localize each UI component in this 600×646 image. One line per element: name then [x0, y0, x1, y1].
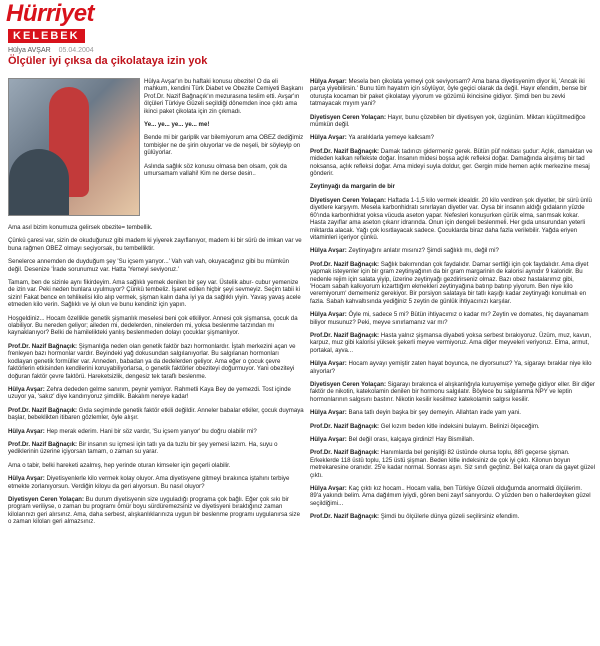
speaker-label: Prof.Dr. Nazif Bağnaçık: — [310, 422, 380, 430]
right-column — [310, 78, 595, 527]
paragraph-text: Öyle mi, sadece 5 mi? Bütün ihtiyacımız o kadar mı? Zeytin ve domates, hiç dayanamam biliyor musunuz? Peki, meyve sınırlamanız var mı? — [310, 311, 589, 326]
speaker-label: Hülya Avşar: — [310, 134, 347, 142]
article-paragraph — [8, 496, 304, 526]
speaker-label: Hülya Avşar: — [8, 385, 45, 393]
article-paragraph — [8, 428, 304, 435]
article-paragraph — [310, 332, 595, 354]
author-name: Hülya AVŞAR — [8, 47, 51, 54]
article-paragraph — [310, 449, 595, 479]
speaker-label: Hülya Avşar: — [310, 409, 347, 417]
speaker-label: Prof.Dr. Nazif Bağnaçık: — [8, 342, 78, 350]
brand-logo[interactable] — [6, 2, 94, 42]
paragraph-text: Gel kızım beden kitle indeksini bulayım. Belinizi ölçeceğim. — [379, 422, 540, 430]
paragraph-text: Bel değil orası, kalçaya girdiniz! Hay Bismillah. — [346, 436, 475, 444]
speaker-label: Diyetisyen Ceren Yolaçan: — [310, 196, 386, 204]
article-paragraph — [8, 258, 304, 273]
paragraph-text: Zehra dededen gelme sanırım, peynir yemiyor. Rahmetli Kaya Bey de yemezdi. Tost içinde uzuyor ya, 'sakız' diye kandırıyoruz şimdilik. Bakalım nereye kadar! — [8, 385, 291, 401]
section-name: KELEBEK — [8, 29, 85, 43]
speaker-label: Hülya Avşar: — [310, 360, 347, 368]
article-paragraph — [8, 386, 304, 401]
article-paragraph — [8, 441, 304, 456]
article-paragraph — [8, 462, 304, 469]
article-paragraph — [310, 423, 595, 430]
paragraph-text: Hanımlarda bel genişliği 82 üstünde olursa toplu, 88'i geçerse şişman. Erkeklerde 118 üstü toplu, 125 üstü şişman. Beden kitle indeksiniz de çok iyi çıktı. Kilonun boyun metrekaresine oranıdır. 25'e kadar normal. Sonrası aşırı. Siz sınıfı geçtiniz. Bel kalça oranı da gayet güzel çıktı. — [310, 449, 596, 479]
paragraph-text: Bir insanın su içmesi için tatlı ya da tuzlu bir şey yemesi lazım. Ha, suyu o yediklerinin üzerine içiyorsan tamam, o zaman su yarar. — [8, 440, 278, 456]
paragraph-text: Diyetisyenlerle kilo vermek kolay oluyor. Ama diyetisyene gitmeyi bırakınca iştahını terbiye etmekte zorlanıyorsun. Verdiğin kiloyu da geri alıyorsun. Bu nasıl oluyor? — [8, 475, 290, 490]
article-paragraph — [144, 78, 304, 115]
speaker-label: Prof.Dr. Nazif Bağnaçık: — [310, 513, 380, 521]
paragraph-text: Şişmanlığa neden olan genetik faktör bazı hormonlardır. İştah merkezini açan ve frenleyen bazı hormonlar vardır. Beyindeki yağ dokusundan salgılanıyorlar. Bu salgılanan hormonları kodlayan genetik formüller var. Anneden, babadan ya da dedelerden geliyor. Ama eğer o çocuk çevre faktörlerin etkisinden kendilerini koruyabiliyorlarsa, o genetik faktörler obeziteyi doğurmuyor. Yani obeziteyi doğuran faktör çevre faktörü. Hareketsizlik, dengesiz tek taraflı beslenme. — [8, 342, 296, 380]
article-paragraph — [310, 485, 595, 507]
speaker-label: Hülya Avşar: — [310, 485, 347, 493]
speaker-label: Prof.Dr. Nazif Bağnaçık: — [310, 331, 380, 339]
paragraph-text: Haftada 1-1,5 kilo vermek idealdir. 20 kilo verdiren şok diyetler, bir sürü ünlü diyetlere karşıyım. Mesela karbonhidratı sınırlayan diyetler var. Oysa bir insanın aldığı gıdaların yüzde 60'ında karbonhidrat yoksa vücuda aseton yapar. Nefesleri konuşurken çürük elma, sarımsak kokar. Hasta zayıflar ama aseton çıkarır idrarında. Onun için dengeli beslenmeli. Her gıda unsurundan yeterli miktarda alacak. Yağı çok kısıtlayacak sadece. Çocuklarda biraz daha fazla verilebilir. Yağda eriyen vitaminleri içeriyor çünkü. — [310, 196, 592, 241]
article-paragraph — [144, 134, 304, 156]
paragraph-text: Hep merak ederim. Hani bir söz vardır, 'Su içsem yarıyor' bu doğru olabilir mi? — [44, 427, 257, 435]
paragraph-text: Bende mi bir gariplik var bilemiyorum ama OBEZ dediğimiz tombişler ne de şirin oluyorlar ve de neşeli, bir söyleyip on gülüyorlar. — [144, 134, 304, 157]
speaker-label: Hülya Avşar: — [8, 427, 45, 435]
subheading: Zeytinyağı da margarin de bir — [310, 183, 395, 191]
speaker-label: Hülya Avşar: — [310, 247, 347, 255]
speaker-label: Prof.Dr. Nazif Bağnaçık: — [310, 449, 380, 457]
speaker-label: Diyetisyen Ceren Yolaçan: — [310, 381, 386, 388]
article-paragraph — [8, 475, 304, 490]
article-paragraph — [310, 261, 595, 305]
speaker-label: Diyetisyen Ceren Yolaçan: — [8, 495, 84, 503]
paragraph-text: Damak tadınızı gidermeniz gerek. Bütün püf noktası şudur: Açlık, damaktan ve mideden kalkan reflekste doğar. İnsanın midesi boşsa açlık refleksi doğar. Damağında alışılmış bir tad noksansa, açlık refleksi doğar. Ama mideyi suyla doldur, ger. Gergin mide hemen açlık merkezine mesaj gönderir. — [310, 147, 593, 178]
paragraph-text: Aslında sağlık söz konusu olmasa ben olsam, çok da umursamam vallahi! Kim ne derse desin.. — [144, 162, 287, 178]
article-paragraph — [310, 78, 595, 108]
paragraph-text: Sağlık bakımından çok faydalıdır. Damar sertliği için çok faydalıdır. Ama diyet yapmak isteyenler için bir gram zeytinyağının da bir gram margarinin de kalorisi aynıdır 9 kaloridir. Bu nedenle rejim için salata yiyip, üzerine zeytinyağı gezdirirseniz olmaz. Bazı obez hastalarımız gibi, 'Hocam sabah kalkıyorum kızarttığım ekmekleri zeytinyağına batırıp batırıp yiyorum. Ben niye kilo veremiyorum' dememeniz gerekiyor. Bir porsiyon salataya bir tatlı kaşığı kadar zeytinyağı konulmalı en fazla. Sabah kahvaltısında yediğiniz 5 zeytin de günlük ihtiyacınızı karşılar. — [310, 260, 589, 305]
article-paragraph — [310, 513, 595, 520]
paragraph-text: Hayır, bunu çözebilen bir diyetisyen yok, üzgünüm. Miktarı küçültmediğce mümkün değil. — [310, 113, 586, 129]
paragraph-text: Hocam ayvayı yemiştir zaten hayat boyunca, ne diyorsunuz? Ya, sigarayı bıraklar niye kilo alıyorlar? — [310, 360, 592, 375]
speaker-label: Prof.Dr. Nazif Bağnaçık: — [8, 406, 78, 414]
intro-column — [144, 78, 304, 183]
speaker-label: Hülya Avşar: — [310, 436, 347, 444]
article-paragraph — [8, 343, 304, 380]
photo-figure-man — [9, 149, 69, 215]
article-paragraph — [310, 381, 595, 403]
paragraph-text: Çünkü çaresi var, sizin de okuduğunuz gibi madem ki yiyerek zayıflanıyor, madem ki bir sürü de imkan var ve buna rağmen OBEZ olmayı seçiyorsak, bu tembelliktir. — [8, 237, 302, 252]
paragraph-text: Bana tatlı deyin başka bir şey demeyin. Allahtan irade yam yani. — [346, 409, 521, 417]
article-paragraph — [310, 409, 595, 416]
publish-date: 05.04.2004 — [58, 47, 94, 54]
paragraph-text: Hasta yalnız şişmansa diyabeti yoksa serbest bırakıyoruz. Üzüm, muz, kavun, karpuz, muz gibi kalorisi yüksek şekerli meyve vermiyoruz. Ama diğer meyveleri veriyoruz. Elma, armut, portakal, ayva... — [310, 331, 592, 354]
article-paragraph — [8, 315, 304, 337]
article-paragraph — [310, 311, 595, 326]
article-paragraph — [8, 279, 304, 309]
paragraph-text: Gıda seçiminde genetik faktör etkili değildir. Anneler babalar etkiler, çocuk duymaya başlar, bebeklikten itibaren gözlemler, öyle alışır. — [8, 406, 304, 422]
article-paragraph — [8, 237, 304, 252]
brand-name: Hürriyet — [6, 0, 95, 27]
paragraph-text: Bu durum diyetisyenin size uyguladığı programa çok bağlı. Eğer çok sıkı bir program veriliyse, o zaman bu programı ömür boyu sürdüremezsiniz ve diyetisyeni bıraktığınız zaman kilolarınızı geri alırsınız. Ama, daha serbest, alışkanlıklarınıza uygun bir beslenme programı uygulanırsa size o zaman kiloları geri almazsınız. — [8, 495, 300, 526]
paragraph-text: Hülya Avşar'ın bu haftaki konusu obezite! O da eli mahkum, kendini Türk Diabet ve Obezite Cemiyeti Başkanı Prof.Dr. Nazif Bağnaçık'ın mezurasına teslim etti. Avşar'ın ölçüleri Türkiye Güzeli seçildiği dönemden ince çıktı ama ikinci paket çikolata için zin çıkmadı. — [144, 78, 304, 115]
article-paragraph — [310, 114, 595, 129]
speaker-label: Hülya Avşar: — [310, 311, 347, 319]
paragraph-text: Ya aralıklarla yemeye kalksam? — [346, 134, 434, 142]
article-paragraph — [310, 360, 595, 375]
article-photo — [8, 78, 140, 216]
paragraph-text: Ye... ye... ye... ye... me! — [144, 121, 210, 129]
paragraph-text: Senelerce annemden de duyduğum şey 'Su içsem yarıyor...' Vah vah vah, okuyacağınız gibi bu mümkün değil. Desenize 'İrade sorunumuz var. Hatta 'Yemeyi seviyoruz.' — [8, 258, 289, 273]
article-paragraph — [310, 148, 595, 178]
paragraph-text: Şimdi bu ölçülerle dünya güzeli seçilirsiniz efendim. — [379, 513, 520, 521]
paragraph-text: Ama asıl bizim konumuza gelirsek obezite= tembellik. — [8, 224, 153, 231]
paragraph-text: Tamam, ben de sizinle aynı fikirdeyim. Ama sağlıklı yemek denilen bir şey var. Üstelik abur- cubur yemenize de izin var. Peki neden bunlara uyulmuyor? Çünkü tembeliz. İşaret edilen hiçbir şeyi sevmeyiz. Seçim tabii ki sizin! Fakat bence en tehlikelisi kilo alıp vermek, şişman kalın daha iyi ya da sağlıklı yiyin. Yavaş yavaş acele etmeden kilo verin. Sağlıklı ve iyi olun ve bunu kendiniz için yapın. — [8, 279, 301, 309]
article-paragraph — [310, 247, 595, 254]
article-paragraph — [310, 134, 595, 141]
paragraph-text: Ama o tabir, belki hareketi azalmış, hep yerinde oturan kimseler için geçerli olabilir. — [8, 461, 231, 469]
speaker-label: Prof.Dr. Nazif Bağnaçık: — [8, 440, 78, 448]
left-column — [8, 224, 304, 532]
article-paragraph — [8, 407, 304, 422]
speaker-label: Hülya Avşar: — [310, 78, 347, 85]
speaker-label: Hülya Avşar: — [8, 475, 45, 483]
paragraph-text: Kaç çıktı kız hocam.. Hocam valla, ben Türkiye Güzeli olduğumda anormaldi ölçülerim. 89'a yakındı belim. Ama dağılmım iyiydi, gören beni zayıf sanıyordu. O yüzden ben o hallerdeyken güzel seçildiğimi... — [310, 485, 591, 507]
article-paragraph — [144, 163, 304, 178]
article-paragraph — [310, 436, 595, 443]
paragraph-text: Mesela ben çikolata yemeyi çok seviyorsam? Ama bana diyetisyenim diyor ki, 'Ancak iki parça yiyebilirsin.' Bunu tüm hayatım için söylüyor, öyle geçici olarak da değil. Hayır efendim, bense bir oturuşta kocaman bir paket çikolatayı yiyorum ve gözümü ikincisine gidiyor. Şimdi ben bu zevki tatmayacak mıyım yani? — [310, 78, 587, 108]
speaker-label: Prof.Dr. Nazif Bağnaçık: — [310, 260, 380, 268]
article-paragraph — [8, 224, 304, 231]
byline — [8, 47, 94, 54]
article-headline: Ölçüler iyi çıksa da çikolataya izin yok — [8, 55, 208, 67]
paragraph-text: Zeytinyağını anlatır mısınız? Şimdi sağlıklı mı, değil mi? — [346, 247, 499, 255]
speaker-label: Diyetisyen Ceren Yolaçan: — [310, 113, 386, 121]
paragraph-text: Sigarayı bırakınca el alışkanlığıyla kuruyemişe yemeğe gidiyor eller. Bir diğer faktör de nikotin, katekolamin denilen bir hormonu salgılatır. Böylece bu salgılanma NPY ve leptin hormonlarının salgısını bastırır. Nikotin kesilir kesilmez katekolamin salgısı kesilir. — [310, 381, 595, 403]
article-paragraph — [310, 197, 595, 241]
article-paragraph — [144, 121, 304, 128]
speaker-label: Prof.Dr. Nazif Bağnaçık: — [310, 147, 380, 155]
paragraph-text: Hoşgeldiniz... Hocam özellikle genetik şişmanlık meselesi beni çok etkiliyor. Annesi çok şişmansa, çocuk da olabiliyor. Bu nereden geliyor; aileden mi, dedelerden, ninelerden mi, yoksa beslenme tarzından mı kaynaklanıyor? Belki de hamilelikteki yanlış beslenmeden dolayı çocuklar şişmanlıyor. — [8, 314, 298, 337]
